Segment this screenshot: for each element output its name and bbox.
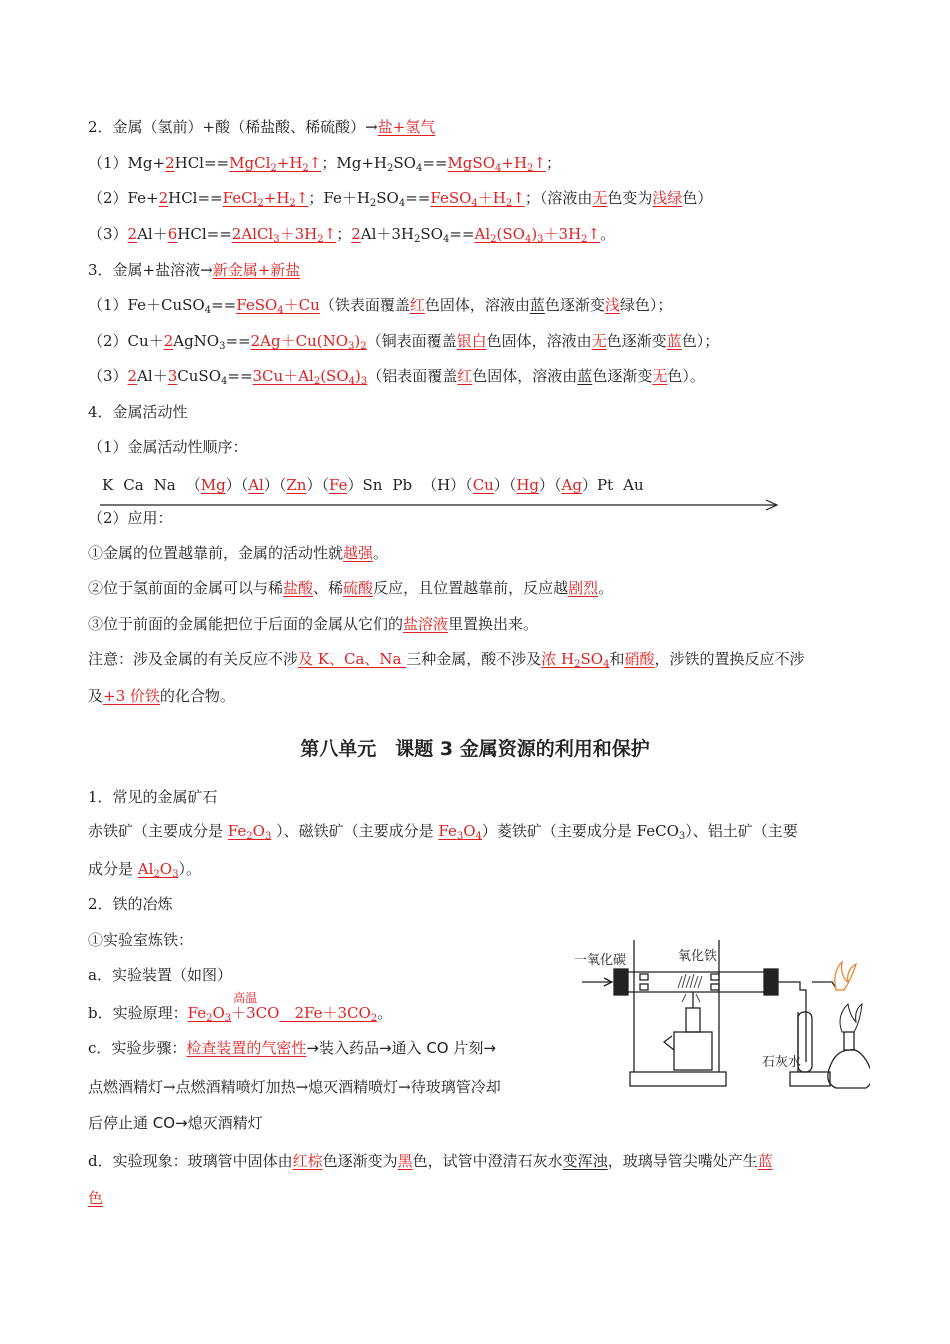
smelt-c: c．实验步骤：检查装置的气密性→装入药品→通入 CO 片刻→	[88, 1039, 496, 1057]
ores-heading: 1．常见的金属矿石	[88, 788, 218, 806]
sec4-sub2: （2）应用：	[88, 509, 173, 527]
ores-line1: 赤铁矿（主要成分是 $Fe_2O_3$ ）、磁铁矿（主要成分是 $Fe_3O_4$）菱铁矿（主要成分是 FeCO$_3$）、铝土矿（主要	[88, 822, 798, 842]
iron-oxide-label: 氧化铁	[678, 949, 718, 964]
unit-title: 第八单元 课题 3 金属资源的利用和保护	[300, 738, 650, 760]
app2: ②位于氢前面的金属可以与稀盐酸、稀硫酸反应，且位置越靠前，反应越剧烈。	[88, 579, 614, 597]
sec3-heading: 3．金属+盐溶液→新金属+新盐	[88, 261, 301, 279]
sec4-sub1: （1）金属活动性顺序：	[88, 438, 248, 456]
smelt-c2: 点燃酒精灯→点燃酒精喷灯加热→熄灭酒精喷灯→待玻璃管冷却	[88, 1078, 501, 1096]
note-line1: 注意：涉及金属的有关反应不涉及 K、Ca、Na 三种金属，酸不涉及浓 $H_2SO_4$和硝酸，涉铁的置换反应不涉	[88, 650, 805, 670]
smelt-heading: 2．铁的冶炼	[88, 895, 173, 913]
smelt-c3: 后停止通 CO→熄灭酒精灯	[88, 1114, 263, 1132]
ores-line2: 成分是 $Al_2O_3$）。	[88, 860, 201, 880]
co-label: 一氧化碳	[574, 953, 627, 968]
sec2-heading: 2．金属（氢前）+酸（稀盐酸、稀硫酸）→盐+氢气	[88, 118, 436, 136]
app3: ③位于前面的金属能把位于后面的金属从它们的盐溶液里置换出来。	[88, 615, 539, 633]
sec4-heading: 4．金属活动性	[88, 403, 188, 421]
sec3-line1: （1）Fe＋CuSO$_4$==FeSO$_4$＋Cu（铁表面覆盖红色固体，溶液由蓝色逐渐变浅绿色）；	[88, 296, 673, 316]
iron-smelting-apparatus-diagram	[574, 932, 870, 1096]
smelt-a: a．实验装置（如图）	[88, 966, 232, 984]
answer: 盐+氢气	[377, 118, 436, 136]
app1: ①金属的位置越靠前，金属的活动性就越强。	[88, 544, 389, 562]
smelt-d2: 色	[88, 1189, 104, 1207]
smelt-b: b．实验原理：$Fe_2O_3+3CO$ 高温 $2Fe+3CO_2$。	[88, 991, 393, 1024]
sec2-line1: $(1)Mg+2HCl==MgCl_2+H_2↑$；$Mg+H_2SO_4==MgSO_4+H_2↑$；	[88, 154, 561, 174]
smelt-d: d．实验现象：玻璃管中固体由红棕色逐渐变为黑色，试管中澄清石灰水变浑浊，玻璃导管尖嘴处产生蓝	[88, 1152, 773, 1170]
sec2-line2: $(2)Fe+2HCl==FeCl_2+H_2↑$；$Fe+H_2SO_4==FeSO_4+H_2↑$；（溶液由无色变为浅绿色）	[88, 189, 713, 209]
sec3-line2: $(2)Cu+2AgNO_3==2Ag+Cu(NO_3)_2$（铜表面覆盖银白色固体，溶液由无色逐渐变蓝色）；	[88, 332, 720, 352]
activity-sequence: K Ca Na （Mg）（Al）（Zn）（Fe）Sn Pb （H）（Cu）（Hg）（Ag）Pt Au	[102, 476, 644, 494]
sec3-line3: $(3)2Al+3CuSO_4==3Cu+Al_2(SO_4)_3$（铝表面覆盖红色固体，溶液由蓝色逐渐变无色）。	[88, 367, 705, 387]
limewater-label: 石灰水	[762, 1055, 802, 1070]
sec2-line3: $(3)2Al+6HCl==2AlCl_3+3H_2↑$；$2Al+3H_2SO_4==Al_2(SO_4)_3+3H_2↑$。	[88, 225, 616, 245]
sequence-arrow	[100, 498, 780, 512]
note-line2: 及+3 价铁的化合物。	[88, 687, 235, 705]
smelt-lab: ①实验室炼铁：	[88, 931, 194, 949]
